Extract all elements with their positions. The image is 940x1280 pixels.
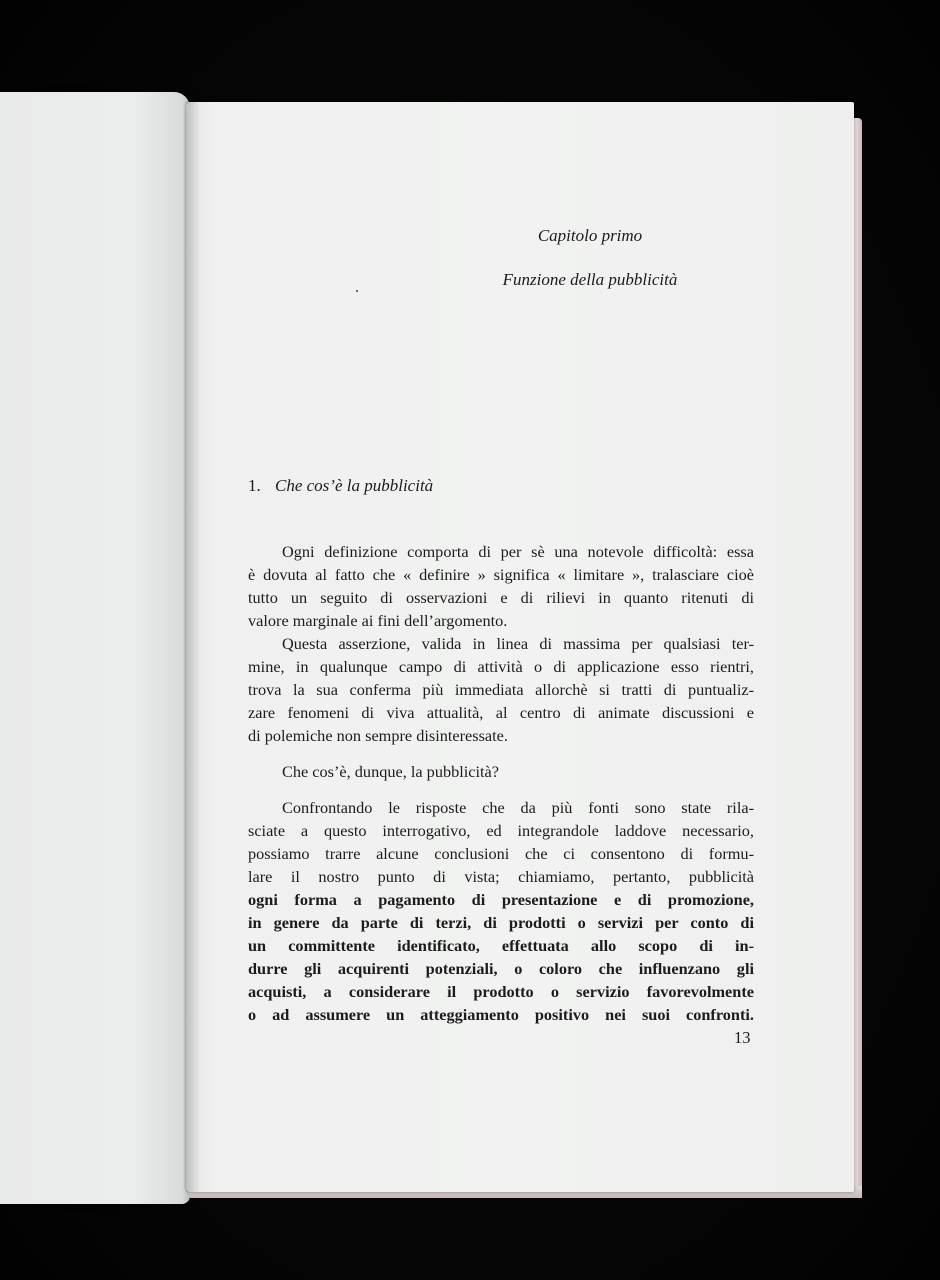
chapter-title: Funzione della pubblicità — [502, 270, 678, 289]
text-line: zare fenomeni di viva attualità, al centro di animate discussioni e — [248, 703, 754, 722]
text-line: Questa asserzione, valida in linea di massima per qualsiasi ter- — [282, 634, 754, 653]
text-line: Confrontando le risposte che da più fonti sono state rila- — [282, 798, 754, 817]
emphasized-text-line: ogni forma a pagamento di presentazione e di promozione, — [248, 890, 754, 909]
text-line: mine, in qualunque campo di attività o di applicazione esso rientri, — [248, 657, 754, 676]
paragraph-2 — [248, 632, 754, 747]
paragraph-1 — [248, 540, 754, 632]
section-heading — [248, 476, 433, 496]
text-line: di polemiche non sempre disinteressate. — [248, 726, 508, 745]
text-line: tutto un seguito di osservazioni e di rilievi in quanto ritenuti di — [248, 588, 754, 607]
left-page — [0, 92, 190, 1204]
page-gutter — [186, 102, 200, 1192]
chapter-label: Capitolo primo — [537, 226, 643, 245]
text-line: possiamo trarre alcune conclusioni che ci consentono di formu- — [248, 844, 754, 863]
paragraph-3 — [248, 760, 754, 783]
text-line: valore marginale ai fini dell’argomento. — [248, 611, 508, 630]
section-number: 1. — [248, 476, 261, 495]
emphasized-text-line: un committente identificato, effettuata allo scopo di in- — [248, 936, 754, 955]
emphasized-text-line: in genere da parte di terzi, di prodotti o servizi per conto di — [248, 913, 754, 932]
ink-speck — [356, 290, 358, 292]
text-line: trova la sua conferma più immediata allorchè si tratti di puntualiz- — [248, 680, 754, 699]
text-line: lare il nostro punto di vista; chiamiamo, pertanto, pubblicità — [248, 867, 754, 886]
text-line: Ogni definizione comporta di per sè una notevole difficoltà: essa — [282, 542, 754, 561]
page-number: 13 — [734, 1028, 751, 1047]
emphasized-text-line: o ad assumere un atteggiamento positivo nei suoi confronti. — [248, 1005, 754, 1024]
paragraph-4 — [248, 796, 754, 1026]
text-line: sciate a questo interrogativo, ed integrandole laddove necessario, — [248, 821, 754, 840]
text-line: è dovuta al fatto che « definire » significa « limitare », tralasciare cioè — [248, 565, 754, 584]
emphasized-text-line: durre gli acquirenti potenziali, o coloro che influenzano gli — [248, 959, 754, 978]
text-line: Che cos’è, dunque, la pubblicità? — [282, 762, 500, 781]
emphasized-text-line: acquisti, a considerare il prodotto o servizio favorevolmente — [248, 982, 754, 1001]
section-title: Che cos’è la pubblicità — [275, 476, 434, 495]
